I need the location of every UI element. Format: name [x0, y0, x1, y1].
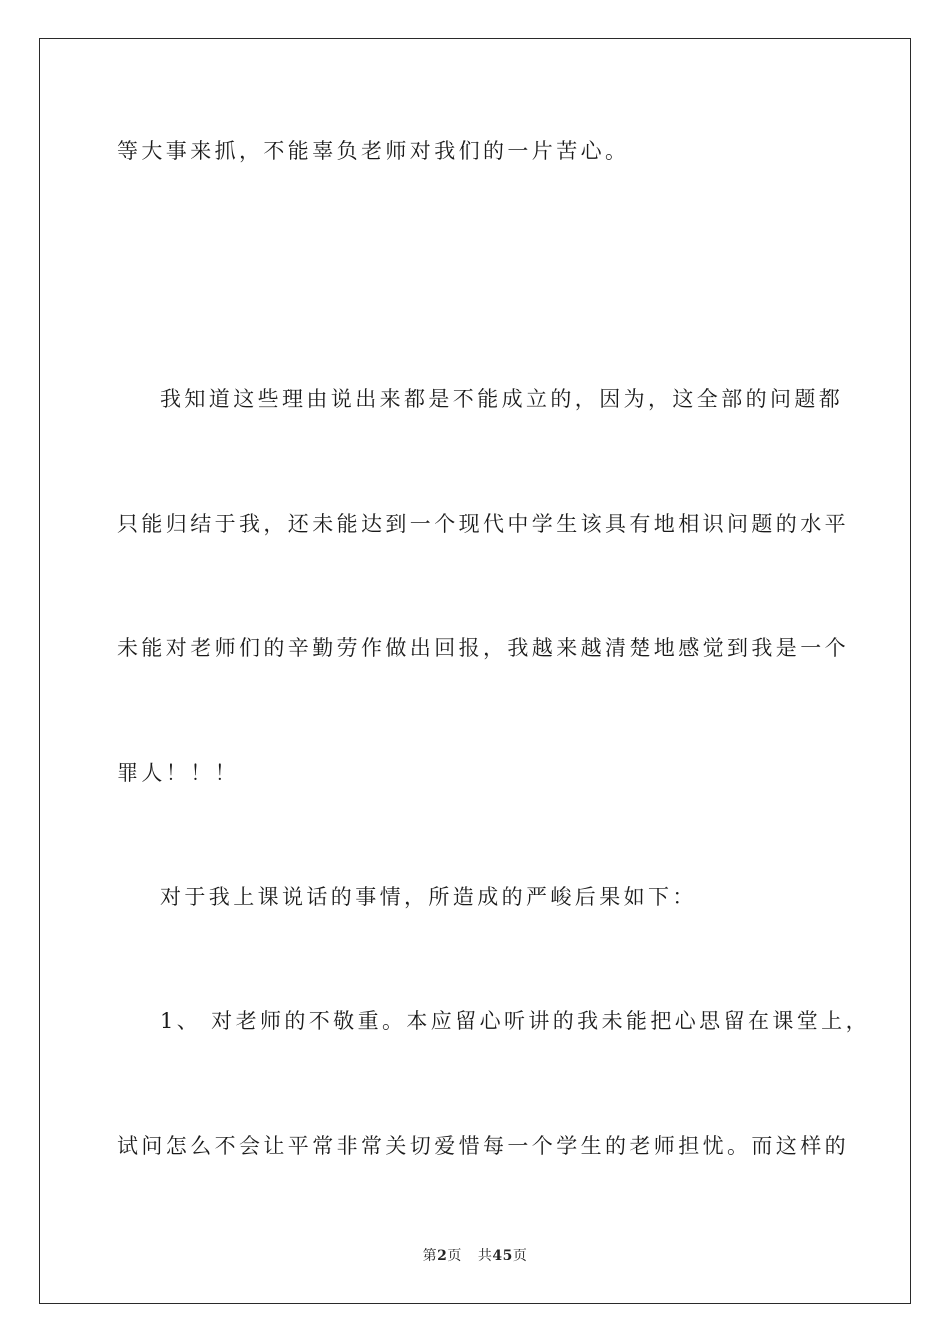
paragraph-line-2: 我知道这些理由说出来都是不能成立的，因为，这全部的问题都 — [160, 387, 844, 411]
list-item-1 — [160, 1007, 870, 1035]
paragraph-line-8: 试问怎么不会让平常非常关切爱惜每一个学生的老师担忧。而这样的 — [117, 1134, 849, 1158]
page-border — [39, 38, 911, 1304]
page-suffix: 页 — [447, 1248, 462, 1264]
total-suffix: 页 — [512, 1248, 528, 1264]
page-number: 2 — [437, 1248, 448, 1264]
page-footer — [0, 1246, 950, 1266]
paragraph-line-1: 等大事来抓，不能辜负老师对我们的一片苦心。 — [117, 139, 630, 163]
list-item-text: 对老师的不敬重。本应留心听讲的我未能把心思留在课堂上， — [211, 1009, 870, 1033]
total-prefix: 共 — [477, 1248, 493, 1264]
paragraph-line-4: 未能对老师们的辛勤劳作做出回报，我越来越清楚地感觉到我是一个 — [117, 636, 849, 660]
page-prefix: 第 — [422, 1248, 438, 1264]
total-pages: 45 — [492, 1248, 513, 1264]
paragraph-line-5: 罪人！！！ — [117, 761, 239, 785]
paragraph-line-3: 只能归结于我，还未能达到一个现代中学生该具有地相识问题的水平 — [117, 512, 849, 536]
list-number: 1、 — [160, 1009, 202, 1033]
paragraph-line-6: 对于我上课说话的事情，所造成的严峻后果如下： — [160, 885, 697, 909]
